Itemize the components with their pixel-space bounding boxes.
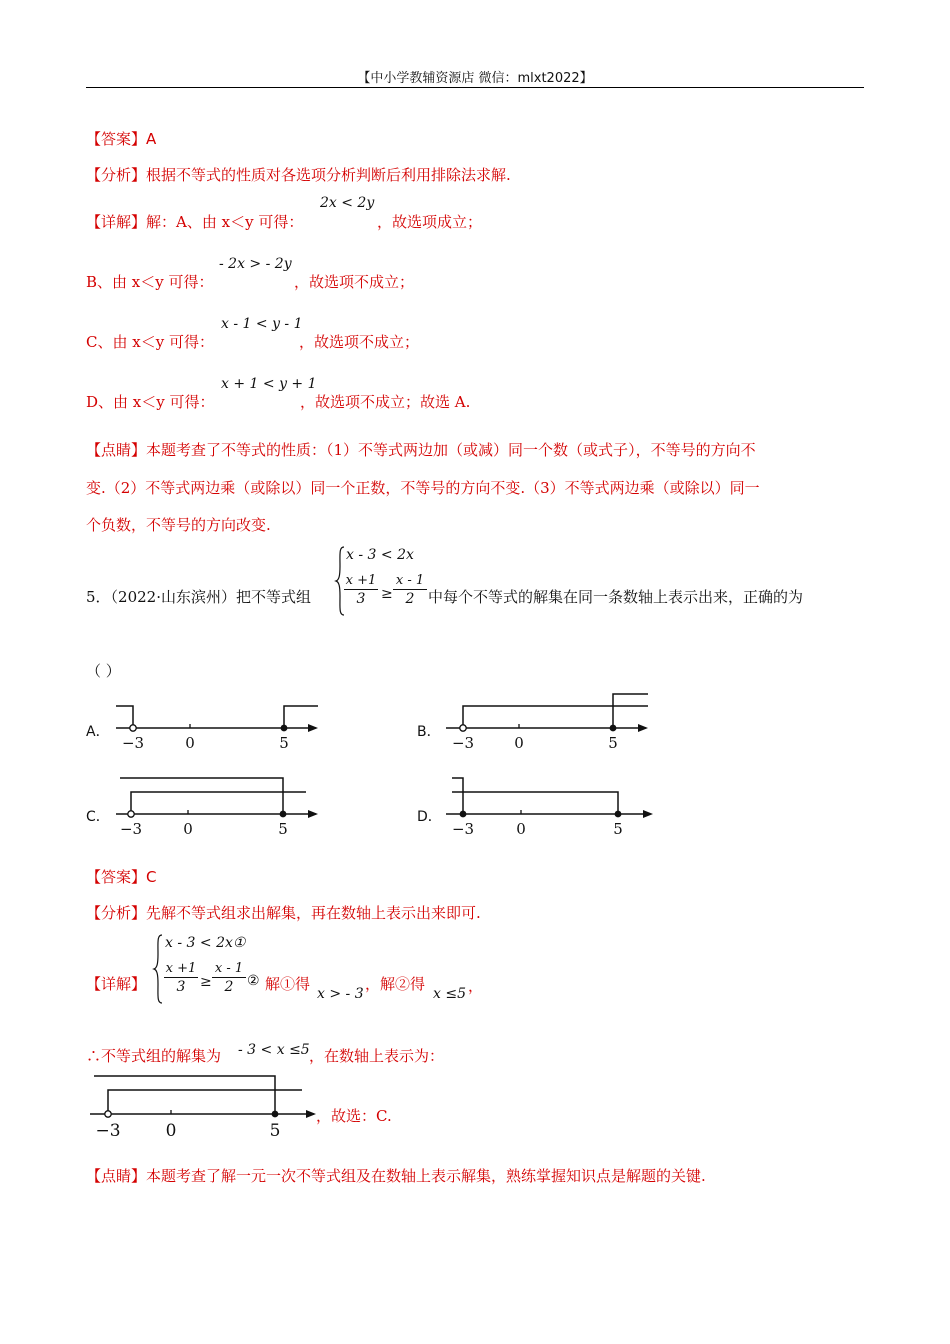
detail-line-a: 解：A、由 x＜y 可得： (146, 213, 304, 231)
frac-num: x - 1 (214, 961, 244, 976)
q5-answer (86, 866, 157, 887)
tick-label: 5 (279, 734, 289, 752)
math-b: - 2x > - 2y (219, 256, 292, 272)
tick-label: −3 (95, 1121, 121, 1141)
q5-paren: （ ） (86, 662, 121, 680)
q4-detail-d: D、由 x＜y 可得： (86, 393, 215, 411)
ray-left (94, 1076, 275, 1114)
comment-text-1: 本题考查了不等式的性质：（1）不等式两边加（或减）同一个数（或式子），不等号的方向不 (146, 441, 756, 459)
analysis-text: 先解不等式组求出解集，再在数轴上表示出来即可. (146, 904, 481, 922)
answer-value: A (146, 130, 157, 148)
option-d-number-line[interactable] (440, 772, 660, 842)
tick-label: 0 (183, 820, 193, 838)
detail-relation: ≥ (200, 974, 212, 990)
q4-detail-a (86, 211, 303, 232)
ray-right (284, 706, 318, 728)
q5-prefix: 5．（2022·山东滨州）把不等式组 (86, 588, 311, 606)
comment-tag: 【点睛】 (86, 1167, 147, 1185)
solution-number-line (86, 1070, 326, 1142)
option-a-label[interactable]: A． (86, 724, 110, 740)
tick-label: 0 (514, 734, 524, 752)
q4-analysis (86, 164, 511, 185)
therefore-post: ，在数轴上表示为： (309, 1047, 445, 1065)
axis-arrow (643, 810, 653, 818)
answer-tag: 【答案】 (86, 130, 147, 148)
tick-label: 0 (185, 734, 195, 752)
system-relation: ≥ (381, 586, 393, 602)
circled-two: ② (247, 973, 260, 989)
header-divider (86, 87, 864, 88)
therefore-math: - 3 < x ≤5 (238, 1042, 310, 1058)
answer-value: C (146, 868, 157, 886)
analysis-tag: 【分析】 (86, 904, 147, 922)
ray-left-2 (452, 792, 618, 814)
analysis-tag: 【分析】 (86, 166, 147, 184)
math-a: 2x < 2y (320, 195, 375, 211)
closed-point (272, 1111, 279, 1118)
closed-point-left (460, 811, 467, 818)
ray-right (108, 1090, 302, 1114)
detail-frac-left (164, 961, 198, 995)
ray-left (452, 778, 463, 814)
math-c: x - 1 < y - 1 (221, 316, 303, 332)
q4-answer (86, 128, 156, 149)
tick-label: 5 (269, 1121, 281, 1141)
frac-num: x +1 (345, 573, 377, 588)
closed-point (610, 725, 617, 732)
option-c-number-line[interactable] (110, 772, 330, 842)
detail-frac-right (212, 961, 246, 995)
open-point (130, 725, 136, 731)
analysis-text: 根据不等式的性质对各选项分析判断后利用排除法求解. (146, 166, 511, 184)
q4-detail-c: C、由 x＜y 可得： (86, 333, 214, 351)
tail-c: ，故选项不成立； (299, 333, 420, 351)
tail-a: ，故选项成立； (377, 213, 483, 231)
frac-num: x - 1 (395, 573, 425, 588)
axis-arrow (308, 810, 318, 818)
tick-label: −3 (451, 820, 475, 838)
open-point (460, 725, 466, 731)
open-point (105, 1111, 111, 1117)
tick-label: −3 (121, 734, 145, 752)
frac-den: 3 (356, 591, 366, 607)
ray-right-2 (613, 694, 648, 728)
option-c-label[interactable]: C． (86, 809, 110, 825)
q4-comment-line-1 (86, 439, 756, 460)
final-choice: ，故选：C. (316, 1107, 392, 1125)
option-a-number-line[interactable] (110, 700, 330, 755)
tick-label: 5 (613, 820, 623, 838)
system-frac-left (344, 573, 378, 607)
q4-comment-line-3: 个负数，不等号的方向改变. (86, 516, 271, 534)
frac-den: 2 (224, 979, 234, 995)
ray-right-1 (463, 706, 648, 728)
option-b-label[interactable]: B． (417, 724, 441, 740)
axis-arrow (308, 724, 318, 732)
frac-den: 2 (405, 591, 415, 607)
tick-label: 0 (165, 1121, 177, 1141)
tick-label: −3 (119, 820, 143, 838)
option-b-number-line[interactable] (440, 690, 660, 755)
detail-mid-2: ，解②得 (365, 975, 426, 993)
q5-analysis (86, 902, 481, 923)
frac-num: x +1 (165, 961, 197, 976)
q4-comment-line-2: 变.（2）不等式两边乘（或除以）同一个正数，不等号的方向不变.（3）不等式两边乘（或除以）同一 (86, 479, 760, 497)
detail-brace (154, 934, 164, 1004)
math-d: x + 1 < y + 1 (221, 376, 317, 392)
ray-left (120, 778, 283, 814)
page-header: 【中小学教辅资源店 微信：mlxt2022】 (357, 71, 593, 86)
tail-d: ，故选项不成立；故选 A. (300, 393, 471, 411)
q5-suffix: 中每个不等式的解集在同一条数轴上表示出来，正确的为 (428, 588, 804, 606)
therefore-pre: ∴不等式组的解集为 (86, 1047, 222, 1065)
ray-right (131, 792, 306, 814)
closed-point-right (615, 811, 622, 818)
detail-mid-1: 解①得 (265, 975, 311, 993)
tick-label: −3 (451, 734, 475, 752)
system-frac-right (393, 573, 427, 607)
comment-text: 本题考查了解一元一次不等式组及在数轴上表示解集，熟练掌握知识点是解题的关键. (146, 1167, 706, 1185)
detail-tag: 【详解】 (86, 213, 147, 231)
answer-tag: 【答案】 (86, 868, 147, 886)
option-d-label[interactable]: D． (417, 809, 442, 825)
open-point (128, 811, 134, 817)
detail-system-line-1: x - 3 < 2x① (165, 935, 246, 951)
detail-end: ， (468, 977, 484, 995)
axis-arrow (638, 724, 648, 732)
q4-detail-b: B、由 x＜y 可得： (86, 273, 214, 291)
tick-label: 5 (278, 820, 288, 838)
detail-math-1: x > - 3 (317, 986, 364, 1002)
tick-label: 0 (516, 820, 526, 838)
closed-point (280, 811, 287, 818)
comment-tag: 【点睛】 (86, 441, 147, 459)
tick-label: 5 (608, 734, 618, 752)
system-line-1: x - 3 < 2x (346, 547, 414, 563)
tail-b: ，故选项不成立； (294, 273, 415, 291)
frac-den: 3 (176, 979, 186, 995)
axis-arrow (306, 1110, 316, 1118)
detail-math-2: x ≤5 (433, 986, 466, 1002)
closed-point (281, 725, 288, 732)
q5-detail-tag: 【详解】 (86, 975, 147, 993)
q5-comment (86, 1165, 706, 1186)
ray-left (116, 706, 133, 728)
